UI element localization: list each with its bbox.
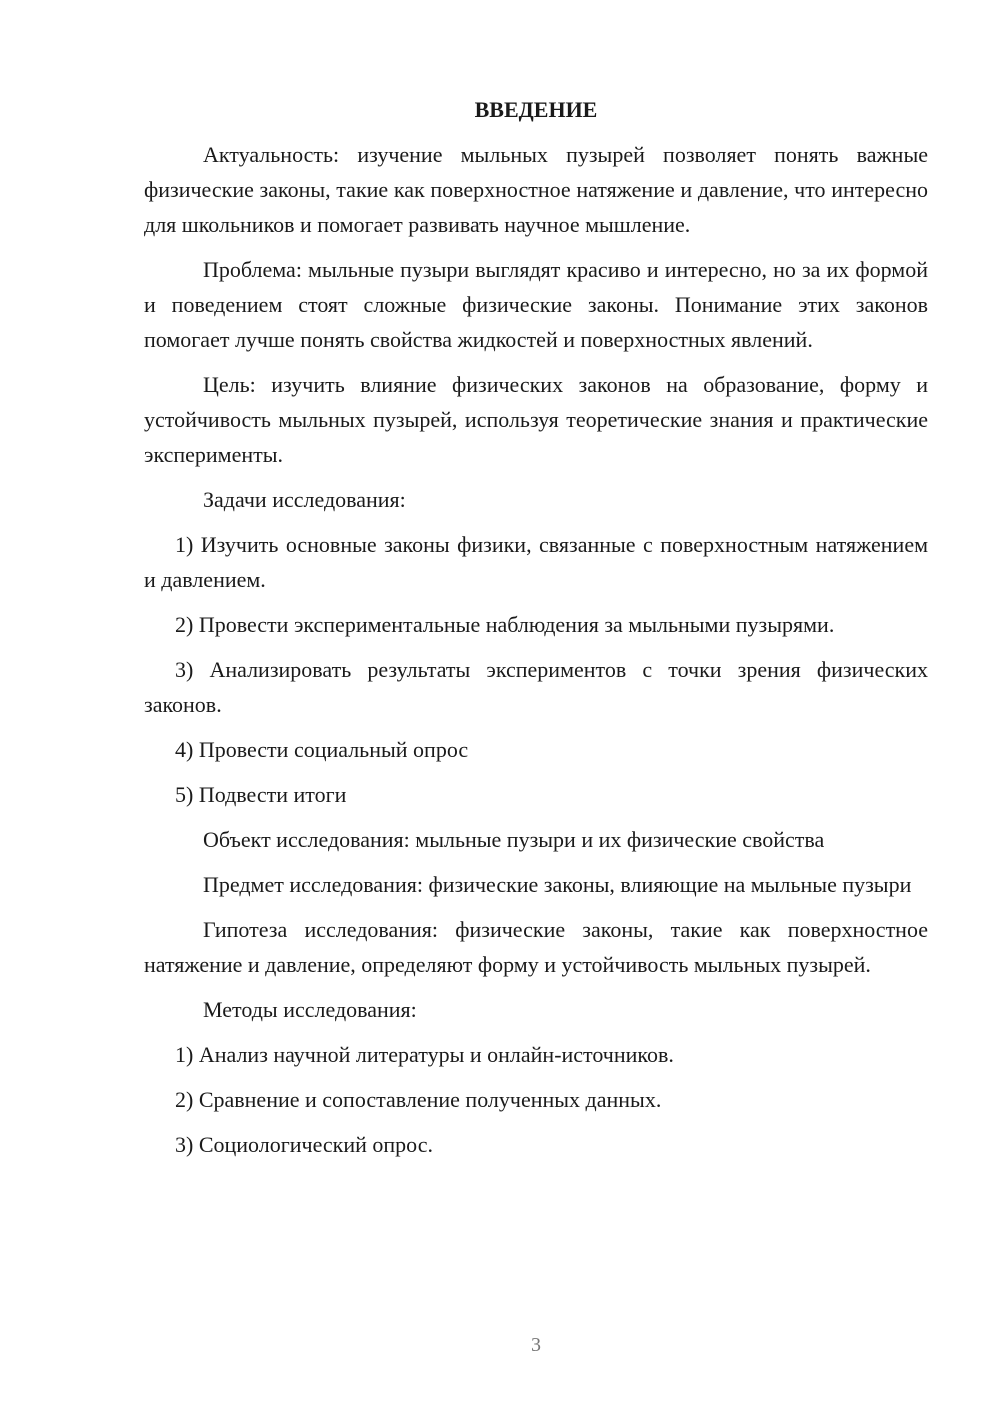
task-item: 1) Изучить основные законы физики, связанные с поверхностным натяжением и давлением. <box>144 532 928 592</box>
paragraph-object: Объект исследования: мыльные пузыри и их физические свойства <box>203 827 825 852</box>
paragraph-goal: Цель: изучить влияние физических законов на образование, форму и устойчивость мыльных пузырей, используя теоретические знания и практические эксперименты. <box>144 372 928 467</box>
task-item: 4) Провести социальный опрос <box>175 737 469 762</box>
paragraph-subject: Предмет исследования: физические законы, влияющие на мыльные пузыри <box>203 872 912 897</box>
document-title: ВВЕДЕНИЕ <box>474 97 598 122</box>
method-item: 3) Социологический опрос. <box>175 1132 433 1157</box>
task-item: 2) Провести экспериментальные наблюдения за мыльными пузырями. <box>175 612 835 637</box>
method-item: 1) Анализ научной литературы и онлайн-источников. <box>175 1042 674 1067</box>
paragraph-problem: Проблема: мыльные пузыри выглядят красиво и интересно, но за их формой и поведением стоят сложные физические законы. Понимание этих законов помогает лучше понять свойства жидкостей и поверхностных явлений. <box>144 257 928 352</box>
method-item: 2) Сравнение и сопоставление полученных данных. <box>175 1087 662 1112</box>
document-page <box>144 92 928 1172</box>
task-item: 5) Подвести итоги <box>175 782 347 807</box>
page-number: 3 <box>531 1334 541 1356</box>
paragraph-hypothesis: Гипотеза исследования: физические законы, такие как поверхностное натяжение и давление, определяют форму и устойчивость мыльных пузырей. <box>144 917 928 977</box>
paragraph-relevance: Актуальность: изучение мыльных пузырей позволяет понять важные физические законы, такие как поверхностное натяжение и давление, что интересно для школьников и помогает развивать научное мышление. <box>144 142 928 237</box>
methods-heading: Методы исследования: <box>203 997 417 1022</box>
tasks-heading: Задачи исследования: <box>203 487 406 512</box>
task-item: 3) Анализировать результаты экспериментов с точки зрения физических законов. <box>144 657 928 717</box>
